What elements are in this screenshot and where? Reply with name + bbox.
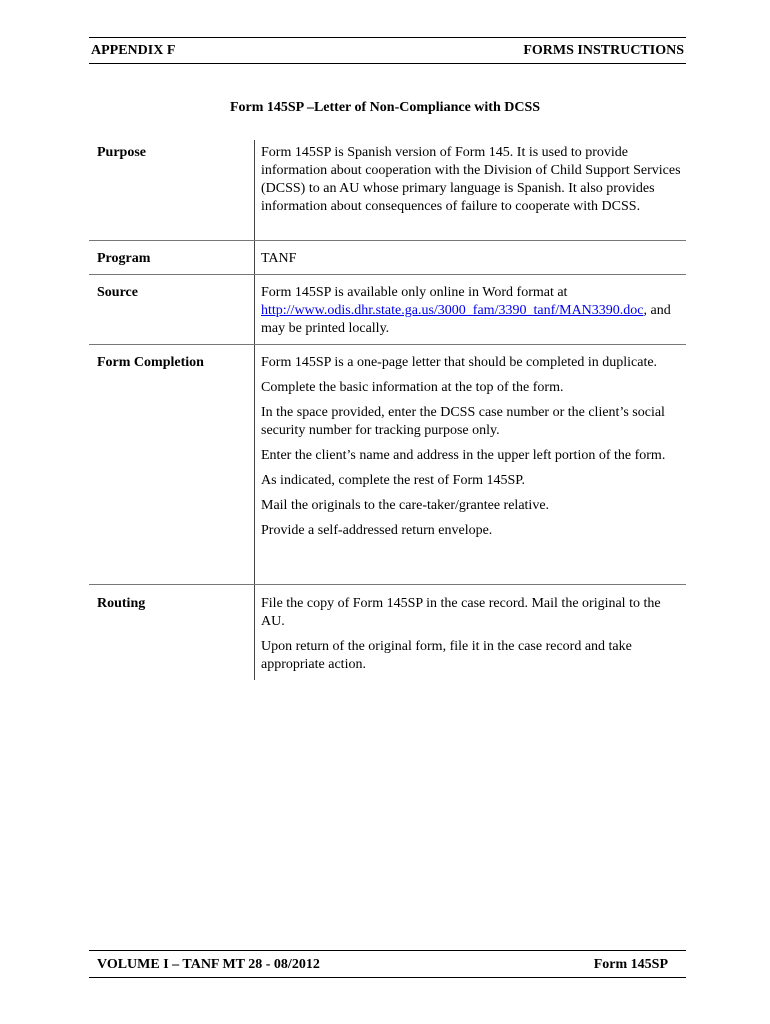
column-divider [254,274,255,344]
source-paragraph [261,284,681,338]
source-text-after: , and may be printed locally. [261,303,671,336]
completion-paragraph: Mail the originals to the care-taker/grantee relative. [261,498,550,513]
section-content [261,354,681,547]
completion-paragraph: Complete the basic information at the top of the form. [261,380,564,395]
page-footer [89,950,686,978]
column-divider [254,140,255,240]
footer-volume: VOLUME I – TANF MT 28 - 08/2012 [97,957,320,972]
source-link[interactable]: http://www.odis.dhr.state.ga.us/3000_fam/3390_tanf/MAN3390.doc [261,303,644,318]
section-label: Source [97,285,138,300]
row-divider [89,584,686,585]
completion-paragraph: Enter the client’s name and address in the upper left portion of the form. [261,448,666,463]
section-content [261,250,681,275]
section-label: Purpose [97,145,146,160]
purpose-paragraph: Form 145SP is Spanish version of Form 145. It is used to provide information about cooperation with the Division of Child Support Services (DCSS) to an AU whose primary language is Spanish. It also provides information about consequences of failure to cooperate with DCSS. [261,145,681,214]
section-label: Form Completion [97,355,204,370]
header-section-title: FORMS INSTRUCTIONS [523,43,684,58]
completion-paragraph: Provide a self-addressed return envelope. [261,523,493,538]
completion-paragraph: As indicated, complete the rest of Form 145SP. [261,473,526,488]
section-content [261,144,681,223]
routing-paragraph: Upon return of the original form, file it in the case record and take appropriate action. [261,639,632,672]
section-content [261,595,681,681]
header-appendix: APPENDIX F [91,43,176,58]
source-text-before: Form 145SP is available only online in Word format at [261,285,568,300]
form-title: Form 145SP –Letter of Non-Compliance with DCSS [229,100,541,115]
column-divider [254,240,255,274]
completion-paragraph: In the space provided, enter the DCSS case number or the client’s social security number for tracking purpose only. [261,405,665,438]
routing-paragraph: File the copy of Form 145SP in the case record. Mail the original to the AU. [261,596,661,629]
completion-paragraph: Form 145SP is a one-page letter that should be completed in duplicate. [261,355,658,370]
section-label: Program [97,251,151,266]
column-divider [254,344,255,584]
section-content [261,284,681,345]
program-value: TANF [261,251,297,266]
section-label: Routing [97,596,146,611]
page-header [89,37,686,64]
footer-form-number: Form 145SP [593,957,668,972]
row-divider [89,240,686,241]
column-divider [254,584,255,680]
